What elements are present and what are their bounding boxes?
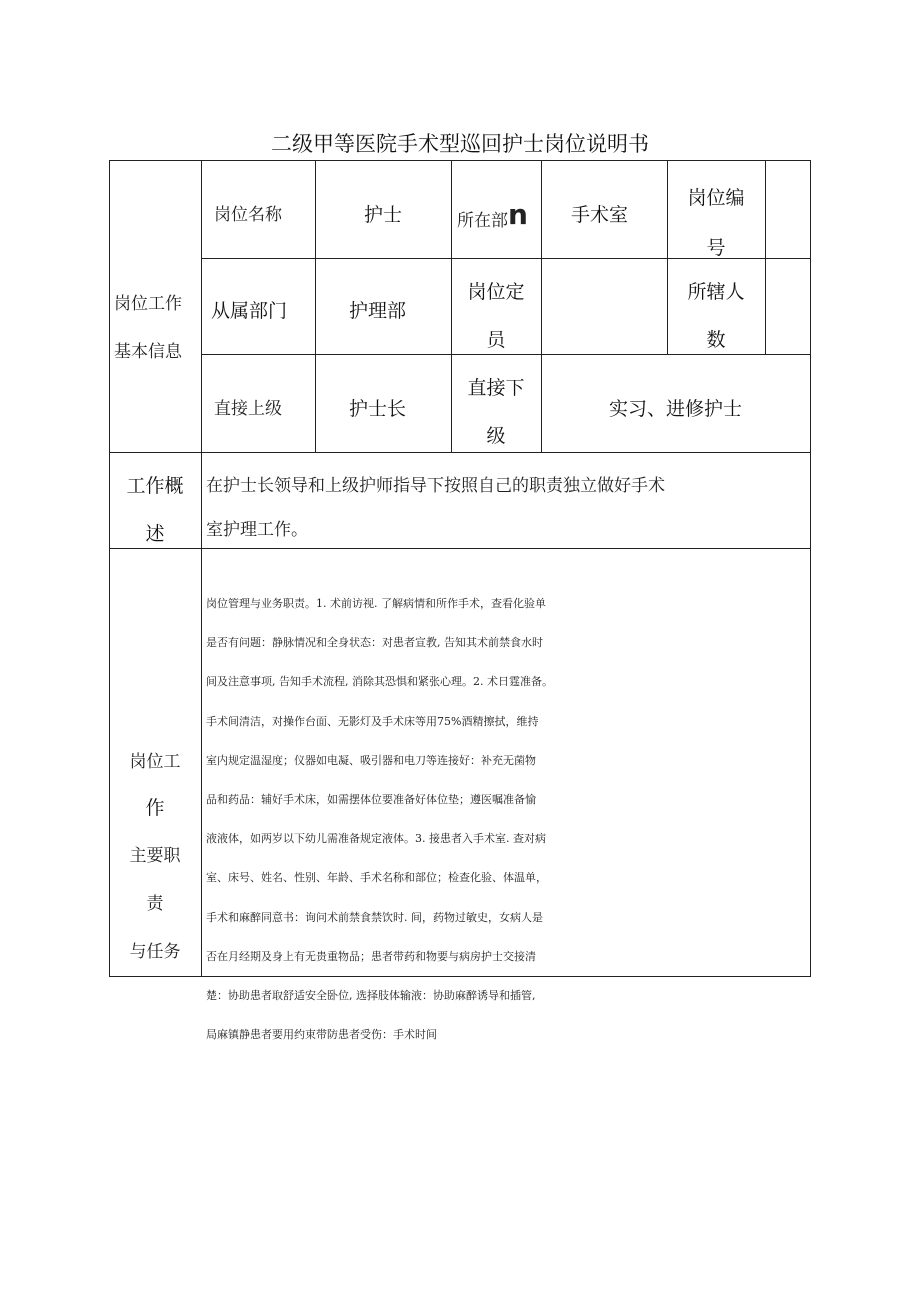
basic-col-divider-5	[765, 160, 766, 355]
duties-text-line: 是否有问题：静脉情况和全身状态：对患者宣教, 告知其术前禁食水时	[206, 636, 543, 650]
duties-text-line: 楚：协助患者取舒适安全卧位, 选择肢体输液：协助麻醉诱导和插管,	[206, 989, 536, 1003]
duties-label	[109, 738, 201, 976]
duties-text-line: 间及注意事项, 告知手术流程, 消除其恐惧和紧张心理。2. 术日霆准备。	[206, 675, 553, 689]
basic-info-label	[114, 280, 182, 376]
dept-label	[457, 198, 528, 231]
duties-text-line: 手术间清洁，对操作台面、无影灯及手术床等用75%酒精擦拭，维持	[206, 714, 539, 728]
duties-label-line5: 与任务	[129, 942, 181, 962]
subordinate-label-line1: 直接下	[467, 377, 525, 399]
superior-label: 直接上级	[214, 399, 282, 419]
affiliated-dept-label: 从属部门	[211, 300, 288, 322]
post-name-label: 岗位名称	[214, 205, 282, 225]
duties-label-line4: 责	[146, 894, 164, 914]
overview-label-line1: 工作概	[126, 475, 184, 497]
duties-text-line: 岗位管理与业务职责。1. 术前访视. 了解病情和所作手术，查看化验单	[206, 597, 546, 610]
duties-text-line: 手术和麻醉同意书：询问术前禁食禁饮时. 间，药物过敏史，女病人是	[206, 910, 543, 924]
label-column-divider	[201, 160, 202, 977]
basic-col-divider-3-r1r2	[541, 160, 542, 355]
duties-text-line: 局麻镇静患者要用约束带防患者受伤：手术时间	[206, 1028, 437, 1042]
duties-text	[206, 584, 808, 1054]
duties-label-line2: 作	[145, 797, 165, 819]
subordinates-label-line2: 数	[706, 329, 726, 351]
superior-value: 护士长	[349, 398, 407, 420]
duties-text-line: 室、床号、姓名、性别、年龄、手术名称和部位；检查化验、体温单，	[206, 871, 547, 885]
duties-text-line: 品和药品：辅好手术床，如需摆体位要准备好体位垫；遵医嘱准备愉	[206, 793, 536, 807]
page-title: 二级甲等医院手术型巡回护士岗位说明书	[271, 132, 649, 156]
dept-label-glyph: n	[508, 198, 528, 231]
post-no-label-line2: 号	[706, 237, 726, 259]
overview-label	[109, 462, 201, 558]
quota-label	[451, 266, 541, 366]
table-border-top	[109, 160, 811, 161]
dept-label-text: 所在部	[457, 211, 508, 231]
subordinates-label	[667, 266, 765, 366]
basic-col-divider-1	[315, 160, 316, 453]
overview-label-line2: 述	[145, 523, 165, 545]
subordinate-label-line2: 级	[486, 425, 506, 447]
duties-text-line: 室内规定温湿度；仪器如电凝、吸引器和电刀等连接好：补充无菌物	[206, 753, 536, 767]
duties-text-line: 液液体，如两岁以下幼儿需准备规定液体。3. 接患者入手术室. 查对病	[206, 832, 546, 846]
table-border-right	[810, 160, 811, 977]
post-no-label-line1: 岗位编	[687, 187, 745, 209]
post-name-value: 护士	[364, 204, 403, 226]
dept-value: 手术室	[571, 204, 629, 226]
post-no-label	[667, 170, 765, 276]
quota-label-line2: 员	[486, 329, 506, 351]
basic-info-label-line2: 基本信息	[114, 342, 182, 362]
affiliated-dept-value: 护理部	[349, 300, 407, 322]
overview-text	[206, 464, 665, 552]
duties-text-line: 否在月经期及身上有无贵重物品；患者带药和物要与病房护士交接清	[206, 949, 536, 963]
overview-text-line1: 在护士长领导和上级护师指导下按照自己的职责独立做好手术	[206, 476, 665, 496]
subordinates-label-line1: 所辖人	[687, 281, 745, 303]
basic-info-label-line1: 岗位工作	[114, 294, 182, 314]
quota-label-line1: 岗位定	[467, 281, 525, 303]
duties-label-line1: 岗位工	[129, 752, 181, 772]
subordinate-value: 实习、进修护士	[608, 398, 742, 420]
duties-label-line3: 主要职	[129, 846, 181, 866]
subordinate-label	[451, 362, 541, 462]
overview-text-line2: 室护理工作。	[206, 520, 308, 540]
